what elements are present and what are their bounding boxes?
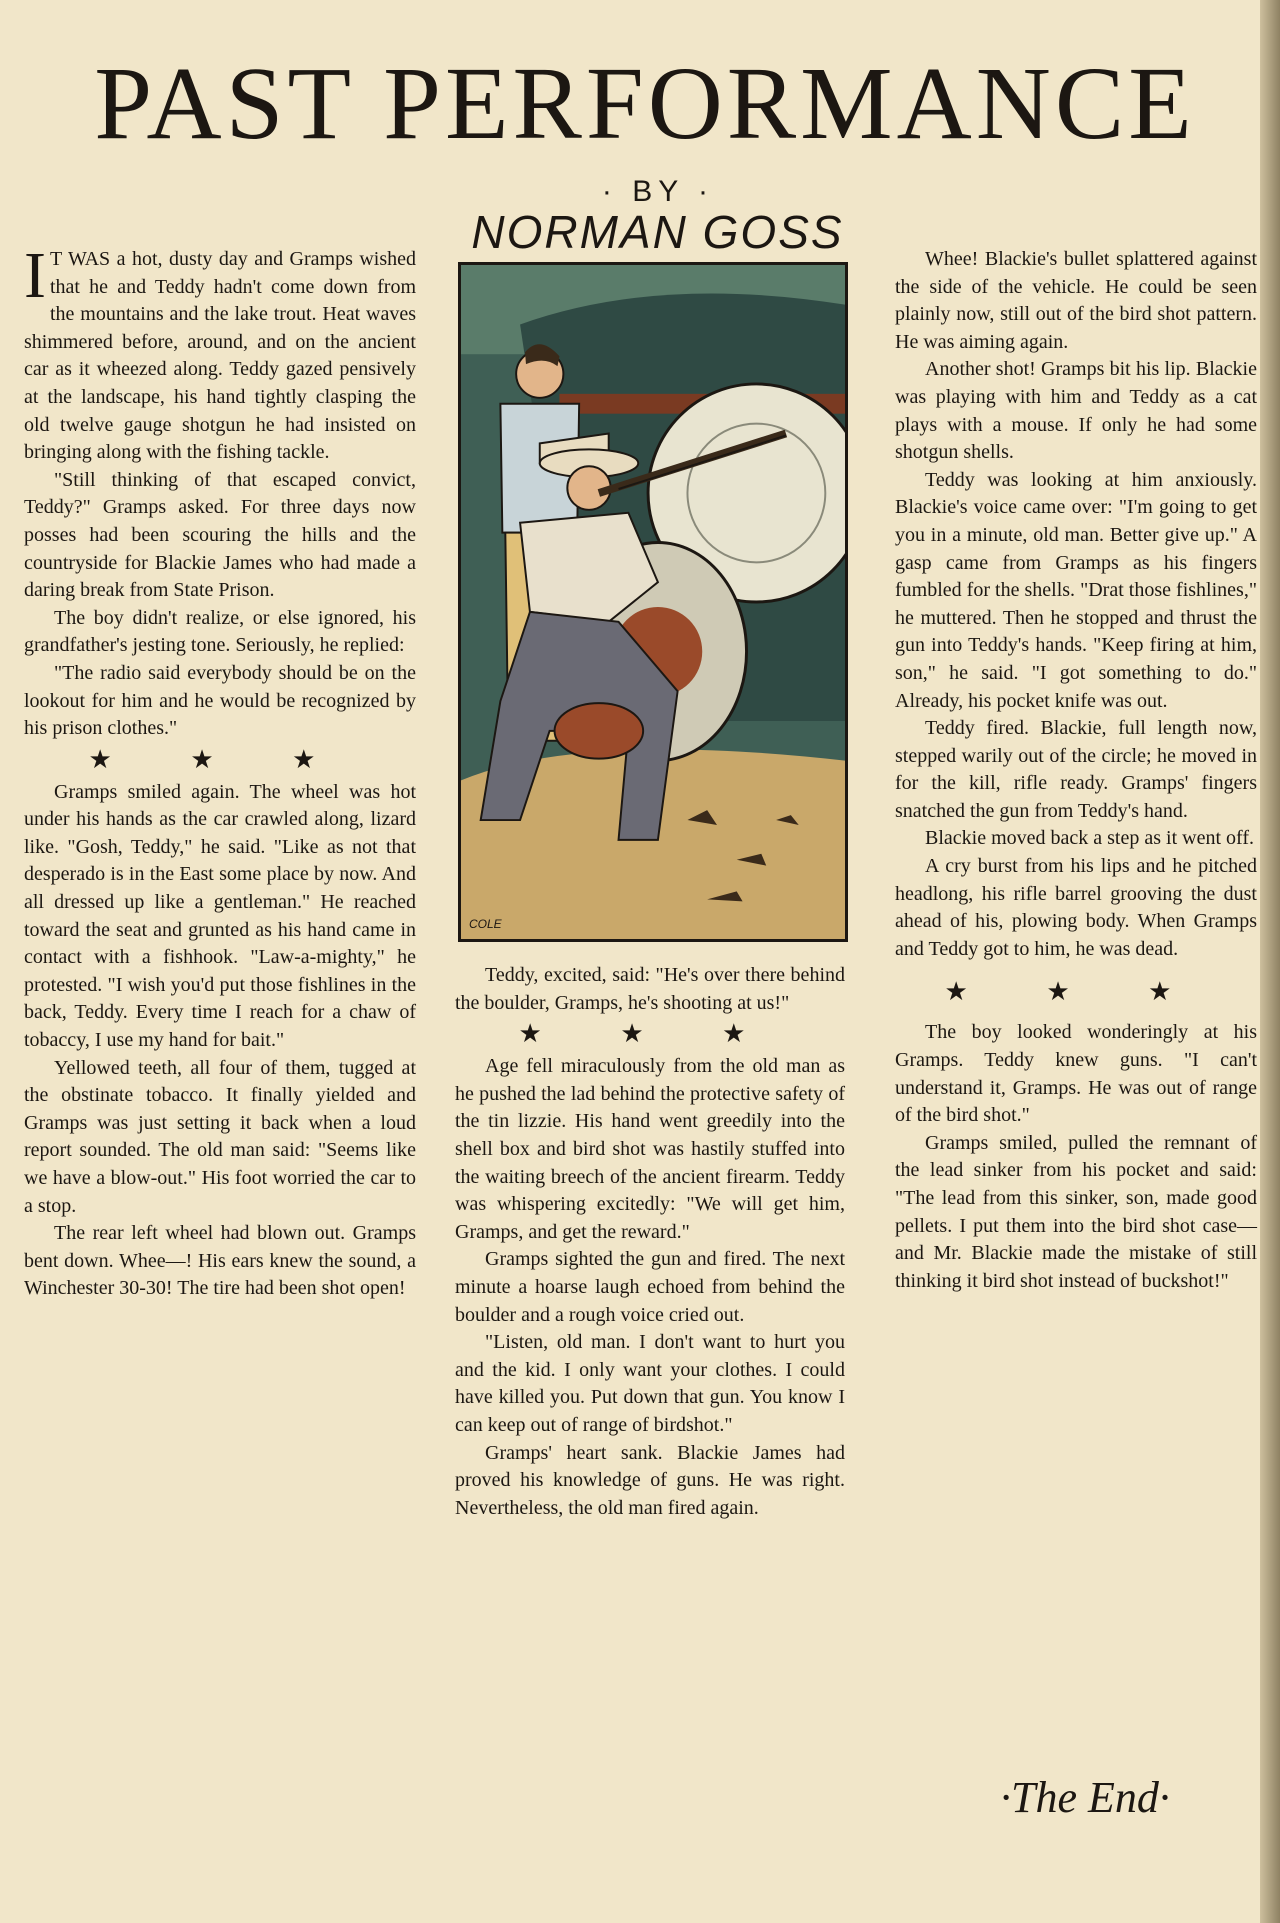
paragraph: Whee! Blackie's bullet splattered against the side of the vehicle. He could be seen plainly now, still out of the bird shot pattern. He was aiming again. bbox=[895, 248, 1257, 353]
paragraph: The boy didn't realize, or else ignored, his grandfather's jesting tone. Seriously, he replied: bbox=[24, 606, 416, 657]
section-break-stars: ★ ★ ★ bbox=[88, 744, 352, 774]
paragraph: I T WAS a hot, dusty day and Gramps wished that he and Teddy hadn't come down from the mountains and the lake trout. Heat waves shimmered before, around, and on the ancient car as it wheezed along. Teddy gazed pensively at the landscape, his hand tightly clasping the old twelve gauge shotgun he had insisted on bringing along with the fishing tackle. bbox=[24, 239, 416, 464]
paragraph: Gramps' heart sank. Blackie James had proved his knowledge of guns. He was right. Nevertheless, the old man fired again. bbox=[455, 1441, 845, 1519]
paragraph: Teddy, excited, said: "He's over there behind the boulder, Gramps, he's shooting at us!" bbox=[455, 964, 845, 1014]
paragraph: Another shot! Gramps bit his lip. Blackie was playing with him and Teddy as a cat plays with a mouse. If only he had some shotgun shells. bbox=[895, 358, 1257, 464]
paragraph: Teddy fired. Blackie, full length now, stepped warily out of the circle; he moved in for the kill, rifle ready. Gramps' fingers snatched the gun from Teddy's hand. bbox=[895, 717, 1257, 822]
section-break-stars: ★ ★ ★ bbox=[944, 977, 1208, 1007]
paragraph: The rear left wheel had blown out. Gramps bent down. Whee—! His ears knew the sound, a Winchester 30-30! The tire had been shot open! bbox=[24, 1222, 416, 1300]
the-end-sign-off: ·The End· bbox=[1000, 1773, 1170, 1822]
text-column-3 bbox=[895, 246, 1257, 1295]
section-break-stars: ★ ★ ★ bbox=[518, 1019, 782, 1049]
byline-by: · BY · bbox=[601, 175, 715, 208]
paragraph: Age fell miraculously from the old man as he pushed the lad behind the protective safety of the tin lizzie. His hand went greedily into the shell box and bird shot was hastily stuffed into the waiting breech of the ancient firearm. Teddy was whispering excitedly: "We will get him, Gramps, and get the reward." bbox=[455, 1055, 845, 1243]
paragraph: Gramps smiled again. The wheel was hot under his hands as the car crawled along, lizard like. "Gosh, Teddy," he said. "Like as not that desperado is in the East some place by now. And all dressed up like a gentleman." He reached toward the seat and grunted as his hand came in contact with a fishhook. "Law-a-mighty," he protested. "I wish you'd put those fishlines in the back, Teddy. Every time I reach for a chaw of tobaccy, I use my hand for bait." bbox=[24, 780, 416, 1052]
paragraph: Yellowed teeth, all four of them, tugged at the obstinate tobacco. It finally yielded and Gramps was just setting it back when a loud report sounded. The old man said: "Seems like we have a blow-out." His foot worried the car to a stop. bbox=[24, 1056, 416, 1217]
illustration-signature: COLE bbox=[469, 917, 502, 931]
paragraph: "The radio said everybody should be on the lookout for him and he would be recognized by his prison clothes." bbox=[24, 661, 416, 740]
text-column-1 bbox=[24, 239, 416, 1303]
paragraph: Gramps smiled, pulled the remnant of the lead sinker from his pocket and said: "The lead from this sinker, son, made good pellets. I put them into the bird shot case—and Mr. Blackie made the mistake of still thinking it bird shot instead of buckshot!" bbox=[895, 1131, 1257, 1292]
paragraph: Teddy was looking at him anxiously. Blackie's voice came over: "I'm going to get you in a minute, old man. Better give up." A gasp came from Gramps as his fingers fumbled for the shells. "Drat those fishlines," he muttered. Then he stopped and thrust the gun into Teddy's hands. "Keep firing at him, son," he said. "I got something to do." Already, his pocket knife was out. bbox=[895, 468, 1257, 712]
story-title: PAST PERFORMANCE bbox=[94, 46, 1196, 161]
paragraph: "Still thinking of that escaped convict, Teddy?" Gramps asked. For three days now posses had been scouring the hills and the countryside for Blackie James who had made a daring break from State Prison. bbox=[24, 468, 416, 602]
text-column-2 bbox=[455, 962, 845, 1522]
story-illustration bbox=[458, 262, 848, 942]
paragraph: Gramps sighted the gun and fired. The next minute a hoarse laugh echoed from behind the boulder and a rough voice cried out. bbox=[455, 1248, 845, 1326]
paragraph: "Listen, old man. I don't want to hurt you and the kid. I only want your clothes. I could have killed you. Put down that gun. You know I can keep out of range of birdshot." bbox=[455, 1331, 845, 1436]
paragraph: Blackie moved back a step as it went off. bbox=[925, 827, 1254, 850]
illustration-image bbox=[461, 265, 845, 939]
paragraph: The boy looked wonderingly at his Gramps. Teddy knew guns. "I can't understand it, Gramps. He was out of range of the bird shot." bbox=[895, 1021, 1257, 1127]
author-name: NORMAN GOSS bbox=[471, 206, 844, 258]
drop-cap: I bbox=[24, 239, 46, 312]
page-edge-shadow bbox=[1260, 0, 1280, 1923]
paragraph: A cry burst from his lips and he pitched headlong, his rifle barrel grooving the dust ahead of his, plowing body. When Gramps and Teddy got to him, he was dead. bbox=[895, 855, 1257, 960]
